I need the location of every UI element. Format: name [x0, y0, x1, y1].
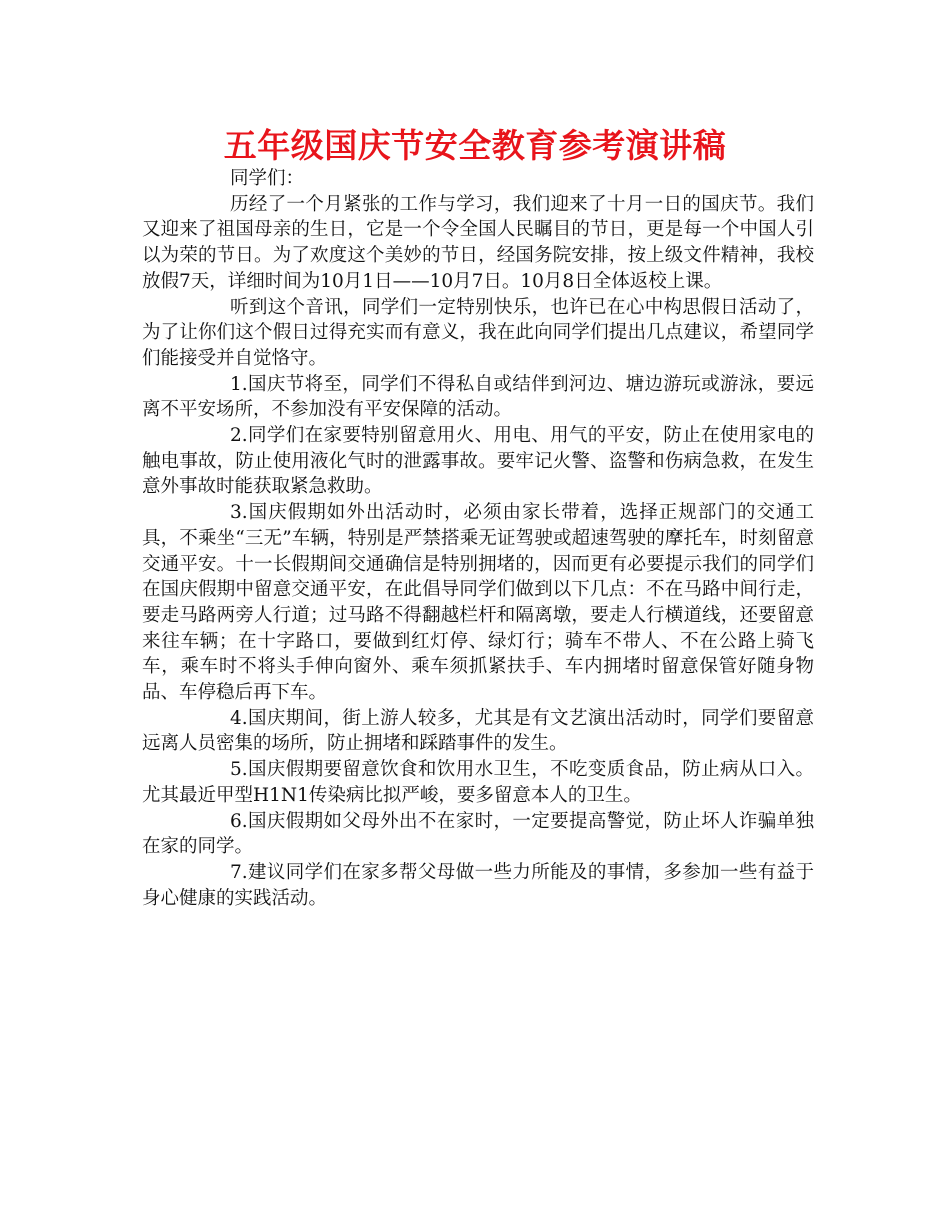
paragraph-news: 听到这个音讯，同学们一定特别快乐，也许已在心中构思假日活动了，为了让你们这个假日过得充实而有意义，我在此向同学们提出几点建议，希望同学们能接受并自觉恪守。 [142, 296, 814, 369]
paragraph-item-7: 7.建议同学们在家多帮父母做一些力所能及的事情，多参加一些有益于身心健康的实践活动。 [142, 861, 814, 909]
paragraph-item-2: 2.同学们在家要特别留意用火、用电、用气的平安，防止在使用家电的触电事故，防止使用液化气时的泄露事故。要牢记火警、盗警和伤病急救，在发生意外事故时能获取紧急救助。 [142, 425, 814, 498]
paragraph-item-5: 5.国庆假期要留意饮食和饮用水卫生，不吃变质食品，防止病从口入。尤其最近甲型H1N1传染病比拟严峻，要多留意本人的卫生。 [142, 759, 814, 806]
paragraph-item-1: 1.国庆节将至，同学们不得私自或结伴到河边、塘边游玩或游泳，要远离不平安场所，不参加没有平安保障的活动。 [142, 373, 814, 421]
salutation: 同学们： [230, 168, 305, 189]
paragraph-intro: 历经了一个月紧张的工作与学习，我们迎来了十月一日的国庆节。我们又迎来了祖国母亲的生日，它是一个令全国人民瞩目的节日，更是每一个中国人引以为荣的节日。为了欢度这个美妙的节日，经国务院安排，按上级文件精神，我校放假7天，详细时间为10月1日——10月7日。10月8日全体返校上课。 [142, 193, 814, 292]
paragraph-item-3: 3.国庆假期如外出活动时，必须由家长带着，选择正规部门的交通工具，不乘坐“三无”车辆，特别是严禁搭乘无证驾驶或超速驾驶的摩托车，时刻留意交通平安。十一长假期间交通确信是特别拥堵的，因而更有必要提示我们的同学们在国庆假期中留意交通平安，在此倡导同学们做到以下几点：不在马路中间行走，要走马路两旁人行道；过马路不得翻越栏杆和隔离墩，要走人行横道线，还要留意来往车辆；在十字路口，要做到红灯停、绿灯行；骑车不带人、不在公路上骑飞车，乘车时不将头手伸向窗外、乘车须抓紧扶手、车内拥堵时留意保管好随身物品、车停稳后再下车。 [142, 502, 814, 704]
document-body [142, 166, 814, 911]
paragraph-item-4: 4.国庆期间，街上游人较多，尤其是有文艺演出活动时，同学们要留意远离人员密集的场所，防止拥堵和踩踏事件的发生。 [142, 707, 814, 755]
document-title: 五年级国庆节安全教育参考演讲稿 [223, 126, 727, 165]
paragraph-item-6: 6.国庆假期如父母外出不在家时，一定要提高警觉，防止坏人诈骗单独在家的同学。 [142, 810, 814, 858]
